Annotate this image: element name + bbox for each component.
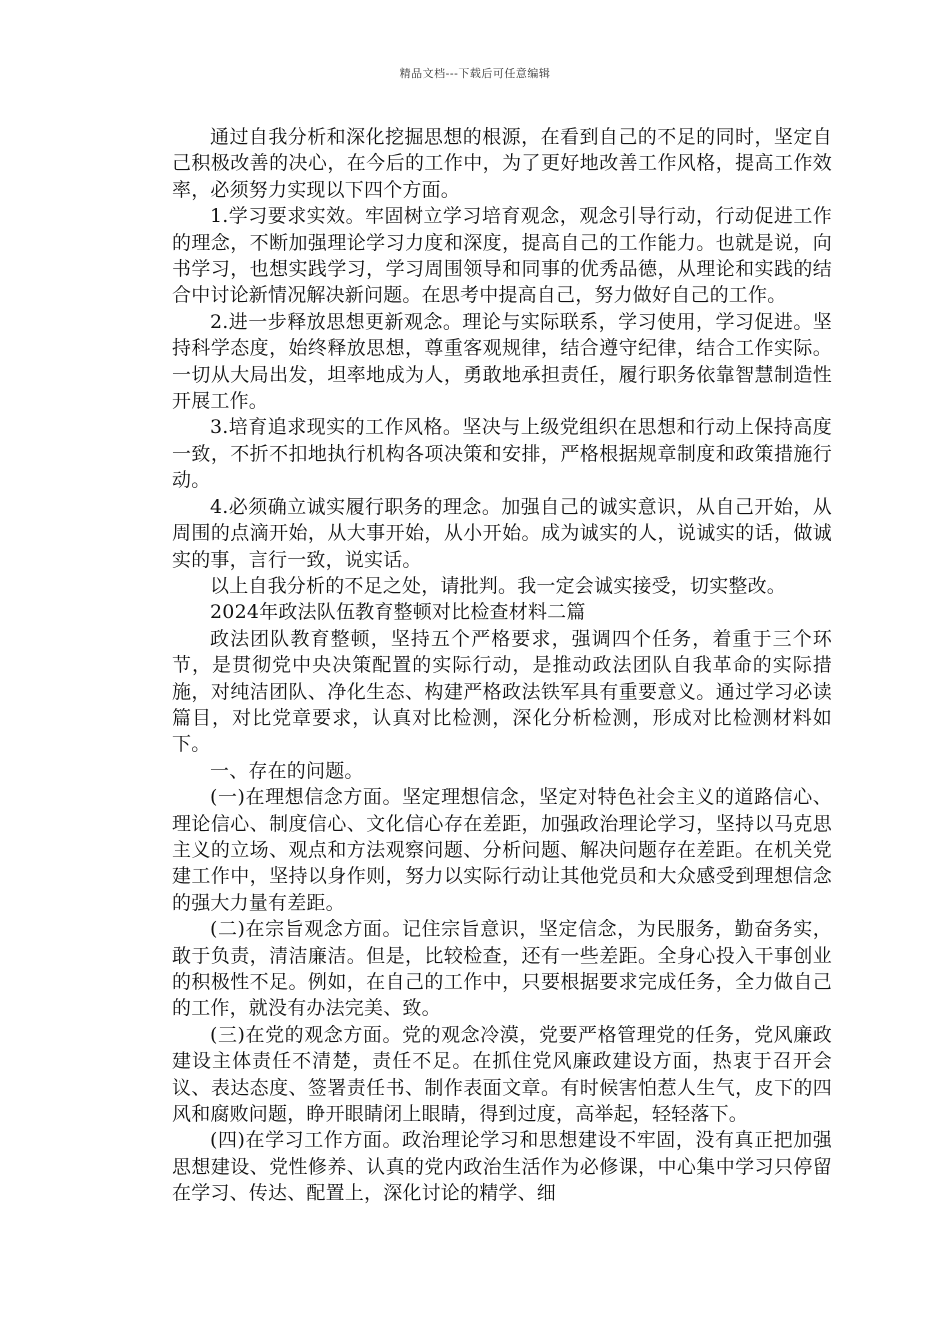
subsection-heading: 一、存在的问题。 [210,759,364,782]
paragraph-point-3: 3.培育追求现实的工作风格。坚决与上级党组织在思想和行动上保持高度一致，不折不扣地执行机构各项决策和安排，严格根据规章制度和政策措施行动。 [172,416,832,492]
document-body [172,124,832,1207]
paragraph-issue-4: (四)在学习工作方面。政治理论学习和思想建设不牢固，没有真正把加强思想建设、党性修养、认真的党内政治生活作为必修课，中心集中学习只停留在学习、传达、配置上，深化讨论的精学、细 [172,1129,832,1205]
section-title: 2024年政法队伍教育整顿对比检查材料二篇 [210,601,586,624]
page-header: 精品文档---下载后可任意编辑 [399,67,551,80]
paragraph-intro: 通过自我分析和深化挖掘思想的根源，在看到自己的不足的同时，坚定自己积极改善的决心，在今后的工作中，为了更好地改善工作风格，提高工作效率，必须努力实现以下四个方面。 [172,126,832,201]
paragraph-closing: 以上自我分析的不足之处，请批判。我一定会诚实接受，切实整改。 [210,574,787,597]
paragraph-section-intro: 政法团队教育整顿，坚持五个严格要求，强调四个任务，着重于三个环节，是贯彻党中央决策配置的实际行动，是推动政法团队自我革命的实际措施，对纯洁团队、净化生态、构建严格政法铁军具有重要意义。通过学习必读篇目，对比党章要求，认真对比检测，深化分析检测，形成对比检测材料如下。 [172,627,832,756]
paragraph-point-2: 2.进一步释放思想更新观念。理论与实际联系，学习使用，学习促进。坚持科学态度，始终释放思想，尊重客观规律，结合遵守纪律，结合工作实际。一切从大局出发，坦率地成为人，勇敢地承担责任，履行职务依靠智慧制造性开展工作。 [172,310,832,413]
paragraph-point-1: 1.学习要求实效。牢固树立学习培育观念，观念引导行动，行动促进工作的理念，不断加强理论学习力度和深度，提高自己的工作能力。也就是说，向书学习，也想实践学习，学习周围领导和同事的优秀品德，从理论和实践的结合中讨论新情况解决新问题。在思考中提高自己，努力做好自己的工作。 [172,205,832,307]
paragraph-issue-1: (一)在理想信念方面。坚定理想信念，坚定对特色社会主义的道路信心、理论信心、制度信心、文化信心存在差距，加强政治理论学习，坚持以马克思主义的立场、观点和方法观察问题、分析问题、解决问题存在差距。在机关党建工作中，坚持以身作则，努力以实际行动让其他党员和大众感受到理想信念的强大力量有差距。 [172,786,832,914]
paragraph-point-4: 4.必须确立诚实履行职务的理念。加强自己的诚实意识，从自己开始，从周围的点滴开始，从大事开始，从小开始。成为诚实的人，说诚实的话，做诚实的事，言行一致，说实话。 [172,495,832,571]
paragraph-issue-3: (三)在党的观念方面。党的观念冷漠，党要严格管理党的任务，党风廉政建设主体责任不清楚，责任不足。在抓住党风廉政建设方面，热衷于召开会议、表达态度、签署责任书、制作表面文章。有时候害怕惹人生气，皮下的四风和腐败问题，睁开眼睛闭上眼睛，得到过度，高举起，轻轻落下。 [172,1023,832,1126]
paragraph-issue-2: (二)在宗旨观念方面。记住宗旨意识，坚定信念，为民服务，勤奋务实，敢于负责，清洁廉洁。但是，比较检查，还有一些差距。全身心投入干事创业的积极性不足。例如，在自己的工作中，只要根据要求完成任务，全力做自己的工作，就没有办法完美、致。 [172,918,832,1020]
